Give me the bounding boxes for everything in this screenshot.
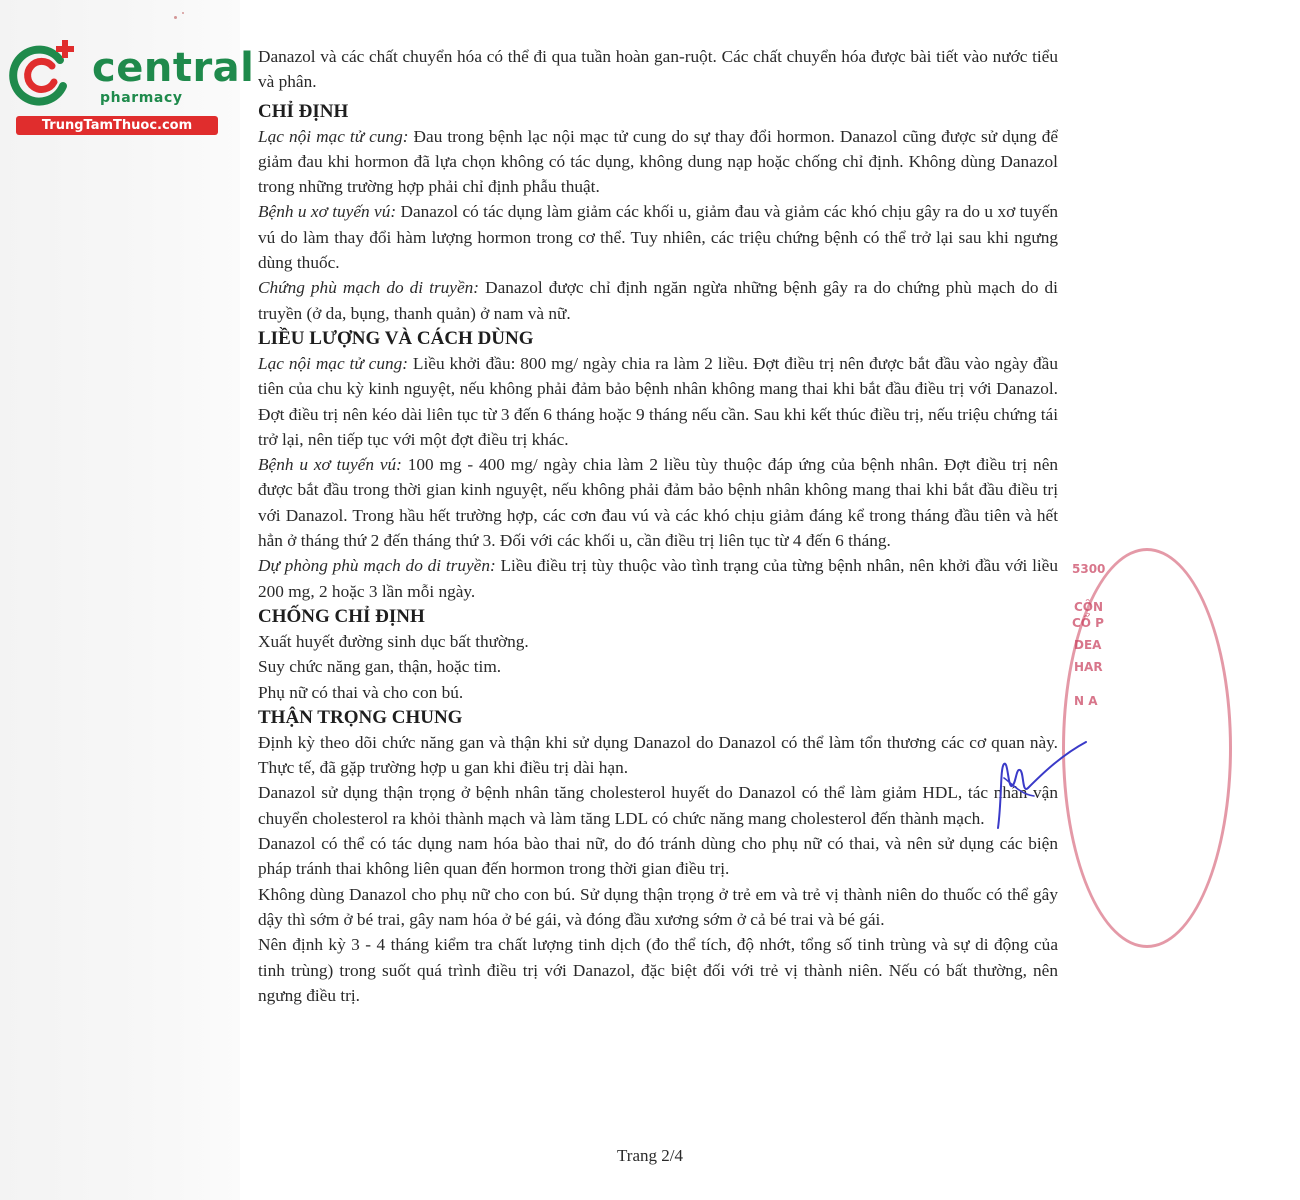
item-label: Bệnh u xơ tuyến vú: xyxy=(258,202,397,222)
item-label: Chứng phù mạch do di truyền: xyxy=(258,278,480,298)
dosage-item xyxy=(258,553,1058,604)
central-pharmacy-logo[interactable] xyxy=(8,38,255,138)
dosage-item xyxy=(258,351,1058,452)
stamp-text: CÔN xyxy=(1074,600,1104,614)
item-label: Bệnh u xơ tuyến vú: xyxy=(258,455,402,475)
precaution-item: Danazol có thể có tác dụng nam hóa bào thai nữ, do đó tránh dùng cho phụ nữ có thai, và nên sử dụng các biện pháp tránh thai không liên quan đến hormon trong thời gian điều trị. xyxy=(258,834,1058,879)
stamp-text: 5300 xyxy=(1072,562,1106,576)
item-text: Liều điều trị tùy thuộc vào tình trạng của từng bệnh nhân, nên khởi đầu với liều 200 mg, 2 hoặc 3 lần mỗi ngày. xyxy=(258,556,1058,601)
indication-item xyxy=(258,199,1058,275)
item-label: Lạc nội mạc tử cung: xyxy=(258,126,409,146)
stamp-text: CỔ P xyxy=(1072,616,1104,630)
item-text: Đau trong bệnh lạc nội mạc tử cung do sự thay đổi hormon. Danazol cũng được sử dụng để giảm đau khi hormon đã lựa chọn không có tác dụng, không dung nạp hoặc chống chỉ định. Không dùng Danazol trong những trường hợp phải chỉ định phẫu thuật. xyxy=(258,126,1059,197)
item-text: Danazol được chỉ định ngăn ngừa những bệnh gây ra do chứng phù mạch do di truyền (ở da, bụng, thanh quản) ở nam và nữ. xyxy=(258,278,1058,323)
item-text: Liều khởi đầu: 800 mg/ ngày chia ra làm 2 liều. Đợt điều trị nên được bắt đầu vào ngày đầu tiên của chu kỳ kinh nguyệt, nếu không phải đảm bảo bệnh nhân không mang thai khi bắt đầu điều trị với Danazol. Đợt điều trị nên kéo dài liên tục từ 3 đến 6 tháng hoặc 9 tháng nếu cần. Sau khi kết thúc điều trị, nếu triệu chứng tái trở lại, nên tiếp tục với một đợt điều trị khác. xyxy=(258,353,1058,449)
section-title-indications: CHỈ ĐỊNH xyxy=(258,100,349,122)
indication-item xyxy=(258,124,1058,200)
item-label: Lạc nội mạc tử cung: xyxy=(258,353,409,373)
contraindication-item: Phụ nữ có thai và cho con bú. xyxy=(258,682,464,702)
logo-subtitle: pharmacy xyxy=(100,90,183,106)
item-text: Danazol có tác dụng làm giảm các khối u, giảm đau và giảm các khó chịu gây ra do u xơ tuyến vú do làm thay đổi hàm lượng hormon trong cơ thể. Tuy nhiên, các triệu chứng bệnh có thể trở lại sau khi ngưng dùng thuốc. xyxy=(258,202,1059,273)
item-label: Dự phòng phù mạch do di truyền: xyxy=(258,556,496,576)
precaution-item: Danazol sử dụng thận trọng ở bệnh nhân tăng cholesterol huyết do Danazol có thể làm giảm HDL, tác nhân vận chuyển cholesterol ra khỏi thành mạch và làm tăng LDL có chức năng mang cholesterol đến thành mạch. xyxy=(258,783,1058,828)
stamp-text: HAR xyxy=(1074,660,1103,674)
precaution-item: Không dùng Danazol cho phụ nữ cho con bú. Sử dụng thận trọng ở trẻ em và trẻ vị thành niên do thuốc có thể gây dậy thì sớm ở bé trai, gây nam hóa ở bé gái, và đóng đầu xương sớm ở cả bé trai và bé gái. xyxy=(258,884,1058,929)
section-title-precautions: THẬN TRỌNG CHUNG xyxy=(258,706,463,728)
contraindication-item: Xuất huyết đường sinh dục bất thường. xyxy=(258,631,529,651)
indication-item xyxy=(258,275,1058,326)
pharmacy-cross-logo-icon xyxy=(8,38,80,110)
page-margin xyxy=(0,0,240,1200)
stamp-text: DEA xyxy=(1074,638,1102,652)
intro-paragraph: Danazol và các chất chuyển hóa có thể đi qua tuần hoàn gan-ruột. Các chất chuyển hóa được bài tiết vào nước tiểu và phân. xyxy=(258,47,1058,92)
scan-speck xyxy=(174,16,177,19)
section-title-dosage: LIỀU LƯỢNG VÀ CÁCH DÙNG xyxy=(258,327,534,349)
precaution-item: Định kỳ theo dõi chức năng gan và thận khi sử dụng Danazol do Danazol có thể làm tổn thương các cơ quan này. Thực tế, đã gặp trường hợp u gan khi điều trị dài hạn. xyxy=(258,732,1058,778)
logo-url-banner[interactable]: TrungTamThuoc.com xyxy=(16,116,218,135)
page-number: Trang 2/4 xyxy=(617,1146,683,1165)
item-text: 100 mg - 400 mg/ ngày chia làm 2 liều tùy thuộc đáp ứng của bệnh nhân. Đợt điều trị nên được bắt đầu trong thời gian kinh nguyệt, nếu không phải đảm bảo bệnh nhân không mang thai khi bắt đầu điều trị với Danazol. Trong hầu hết trường hợp, các cơn đau vú và các khó chịu giảm đáng kể trong tháng đầu tiên và hết hẳn ở tháng thứ 2 đến tháng thứ 3. Đối với các khối u, cần điều trị liên tục từ 4 đến 6 tháng. xyxy=(258,455,1059,551)
precaution-item: Nên định kỳ 3 - 4 tháng kiểm tra chất lượng tinh dịch (đo thể tích, độ nhớt, tổng số tinh trùng và sự di động của tinh trùng) trong suốt quá trình điều trị với Danazol, đặc biệt đối với trẻ vị thành niên. Nếu có bất thường, nên ngưng điều trị. xyxy=(258,935,1058,1005)
logo-name: central xyxy=(92,45,255,91)
dosage-item xyxy=(258,452,1058,553)
stamp-text: N A xyxy=(1074,694,1098,708)
scan-speck xyxy=(182,12,184,14)
contraindication-item: Suy chức năng gan, thận, hoặc tim. xyxy=(258,657,502,677)
signature-icon xyxy=(990,738,1090,838)
document-body xyxy=(258,44,1058,1008)
section-title-contraindications: CHỐNG CHỈ ĐỊNH xyxy=(258,605,425,627)
